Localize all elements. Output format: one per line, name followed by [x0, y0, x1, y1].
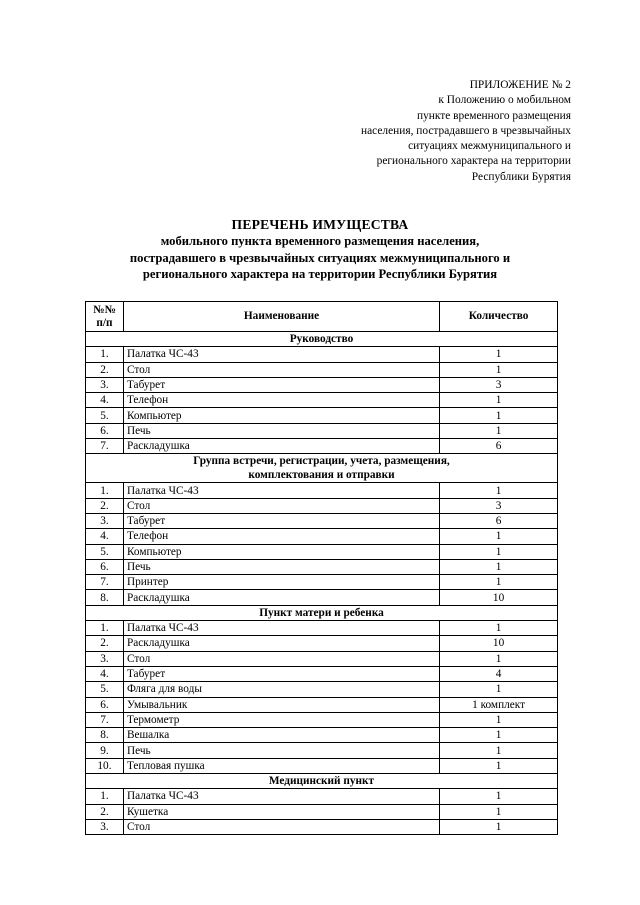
item-quantity: 1: [440, 423, 558, 438]
row-number: 7.: [86, 575, 124, 590]
appendix-line: регионального характера на территории: [376, 155, 571, 168]
item-quantity: 1: [440, 789, 558, 804]
row-number: 1.: [86, 483, 124, 498]
row-number: 8.: [86, 590, 124, 605]
item-name: Раскладушка: [123, 439, 439, 454]
appendix-line: к Положению о мобильном: [438, 94, 571, 107]
item-name: Стол: [123, 819, 439, 834]
row-number: 2.: [86, 636, 124, 651]
row-number: 5.: [86, 682, 124, 697]
table-row: [86, 789, 558, 804]
row-number: 6.: [86, 559, 124, 574]
table-row: [86, 804, 558, 819]
table-row: [86, 377, 558, 392]
row-number: 1.: [86, 347, 124, 362]
section-title: [86, 332, 558, 347]
item-quantity: 1: [440, 758, 558, 773]
header-quantity: Количество: [440, 302, 558, 332]
item-quantity: 1: [440, 575, 558, 590]
section-header-row: [86, 774, 558, 789]
row-number: 9.: [86, 743, 124, 758]
item-name: Умывальник: [123, 697, 439, 712]
item-name: Кушетка: [123, 804, 439, 819]
item-quantity: 4: [440, 666, 558, 681]
inventory-table: [85, 301, 558, 835]
row-number: 3.: [86, 819, 124, 834]
table-row: [86, 483, 558, 498]
table-row: [86, 682, 558, 697]
table-row: [86, 728, 558, 743]
item-name: Табурет: [123, 666, 439, 681]
table-row: [86, 743, 558, 758]
row-number: 7.: [86, 439, 124, 454]
title-line: мобильного пункта временного размещения населения,: [160, 234, 480, 248]
table-row: [86, 529, 558, 544]
item-quantity: 1: [440, 728, 558, 743]
section-title-line: Группа встречи, регистрации, учета, размещения,: [193, 455, 450, 468]
row-number: 1.: [86, 621, 124, 636]
table-row: [86, 559, 558, 574]
table-row: [86, 513, 558, 528]
table-row: [86, 666, 558, 681]
item-name: Стол: [123, 362, 439, 377]
item-quantity: 1: [440, 483, 558, 498]
table-row: [86, 347, 558, 362]
item-name: Палатка ЧС-43: [123, 621, 439, 636]
item-name: Раскладушка: [123, 636, 439, 651]
row-number: 7.: [86, 712, 124, 727]
row-number: 5.: [86, 544, 124, 559]
item-name: Табурет: [123, 513, 439, 528]
row-number: 1.: [86, 789, 124, 804]
item-name: Печь: [123, 423, 439, 438]
row-number: 8.: [86, 728, 124, 743]
item-name: Вешалка: [123, 728, 439, 743]
item-name: Телефон: [123, 529, 439, 544]
header-number: [86, 302, 124, 332]
appendix-line: ПРИЛОЖЕНИЕ № 2: [469, 79, 571, 91]
table-row: [86, 408, 558, 423]
item-quantity: 1 комплект: [440, 697, 558, 712]
item-name: Телефон: [123, 393, 439, 408]
item-name: Палатка ЧС-43: [123, 483, 439, 498]
row-number: 3.: [86, 377, 124, 392]
row-number: 3.: [86, 651, 124, 666]
table-row: [86, 439, 558, 454]
row-number: 4.: [86, 666, 124, 681]
appendix-line: населения, пострадавшего в чрезвычайных: [361, 124, 571, 137]
table-row: [86, 636, 558, 651]
row-number: 6.: [86, 423, 124, 438]
item-name: Фляга для воды: [123, 682, 439, 697]
item-name: Печь: [123, 743, 439, 758]
header-number-line: п/п: [96, 316, 113, 329]
row-number: 10.: [86, 758, 124, 773]
item-quantity: 10: [440, 636, 558, 651]
item-quantity: 3: [440, 377, 558, 392]
table-row: [86, 393, 558, 408]
table-row: [86, 544, 558, 559]
row-number: 6.: [86, 697, 124, 712]
table-row: [86, 621, 558, 636]
item-quantity: 1: [440, 393, 558, 408]
row-number: 2.: [86, 362, 124, 377]
table-row: [86, 651, 558, 666]
item-quantity: 6: [440, 439, 558, 454]
table-row: [86, 712, 558, 727]
table-row: [86, 697, 558, 712]
table-row: [86, 590, 558, 605]
title-line: регионального характера на территории Республики Бурятия: [142, 267, 498, 281]
item-quantity: 1: [440, 804, 558, 819]
header-number-line: №№: [93, 303, 116, 316]
item-name: Палатка ЧС-43: [123, 789, 439, 804]
item-quantity: 1: [440, 544, 558, 559]
item-quantity: 1: [440, 621, 558, 636]
table-row: [86, 362, 558, 377]
item-quantity: 10: [440, 590, 558, 605]
item-name: Компьютер: [123, 544, 439, 559]
item-quantity: 1: [440, 347, 558, 362]
item-quantity: 1: [440, 408, 558, 423]
item-name: Раскладушка: [123, 590, 439, 605]
table-row: [86, 575, 558, 590]
section-title: [86, 774, 558, 789]
item-name: Тепловая пушка: [123, 758, 439, 773]
table-header-row: [86, 302, 558, 332]
appendix-header: [361, 78, 571, 185]
section-title: [86, 605, 558, 620]
section-header-row: [86, 605, 558, 620]
section-title-line: Руководство: [289, 333, 354, 346]
item-name: Принтер: [123, 575, 439, 590]
appendix-line: ситуациях межмуниципального и: [408, 140, 571, 153]
item-quantity: 6: [440, 513, 558, 528]
item-quantity: 1: [440, 743, 558, 758]
table-row: [86, 498, 558, 513]
section-title: [86, 454, 558, 483]
item-quantity: 1: [440, 712, 558, 727]
appendix-line: Республики Бурятия: [471, 170, 571, 183]
item-quantity: 1: [440, 529, 558, 544]
header-name: Наименование: [123, 302, 439, 332]
row-number: 4.: [86, 529, 124, 544]
item-quantity: 1: [440, 651, 558, 666]
item-quantity: 3: [440, 498, 558, 513]
section-title-line: Пункт матери и ребенка: [259, 606, 384, 619]
section-header-row: [86, 332, 558, 347]
item-quantity: 1: [440, 682, 558, 697]
item-name: Компьютер: [123, 408, 439, 423]
row-number: 4.: [86, 393, 124, 408]
row-number: 2.: [86, 804, 124, 819]
item-name: Печь: [123, 559, 439, 574]
title-main: ПЕРЕЧЕНЬ ИМУЩЕСТВА: [231, 217, 409, 232]
row-number: 5.: [86, 408, 124, 423]
table-body: [86, 332, 558, 835]
item-quantity: 1: [440, 819, 558, 834]
title-line: пострадавшего в чрезвычайных ситуациях межмуниципального и: [129, 250, 511, 265]
section-title-line: комплектования и отправки: [248, 469, 395, 482]
item-quantity: 1: [440, 362, 558, 377]
item-name: Стол: [123, 651, 439, 666]
item-name: Палатка ЧС-43: [123, 347, 439, 362]
document-title: [40, 216, 600, 283]
row-number: 2.: [86, 498, 124, 513]
table-row: [86, 819, 558, 834]
item-name: Стол: [123, 498, 439, 513]
item-quantity: 1: [440, 559, 558, 574]
section-title-line: Медицинский пункт: [268, 775, 375, 788]
item-name: Табурет: [123, 377, 439, 392]
row-number: 3.: [86, 513, 124, 528]
section-header-row: [86, 454, 558, 483]
appendix-line: пункте временного размещения: [417, 109, 571, 122]
table-row: [86, 423, 558, 438]
table-row: [86, 758, 558, 773]
item-name: Термометр: [123, 712, 439, 727]
